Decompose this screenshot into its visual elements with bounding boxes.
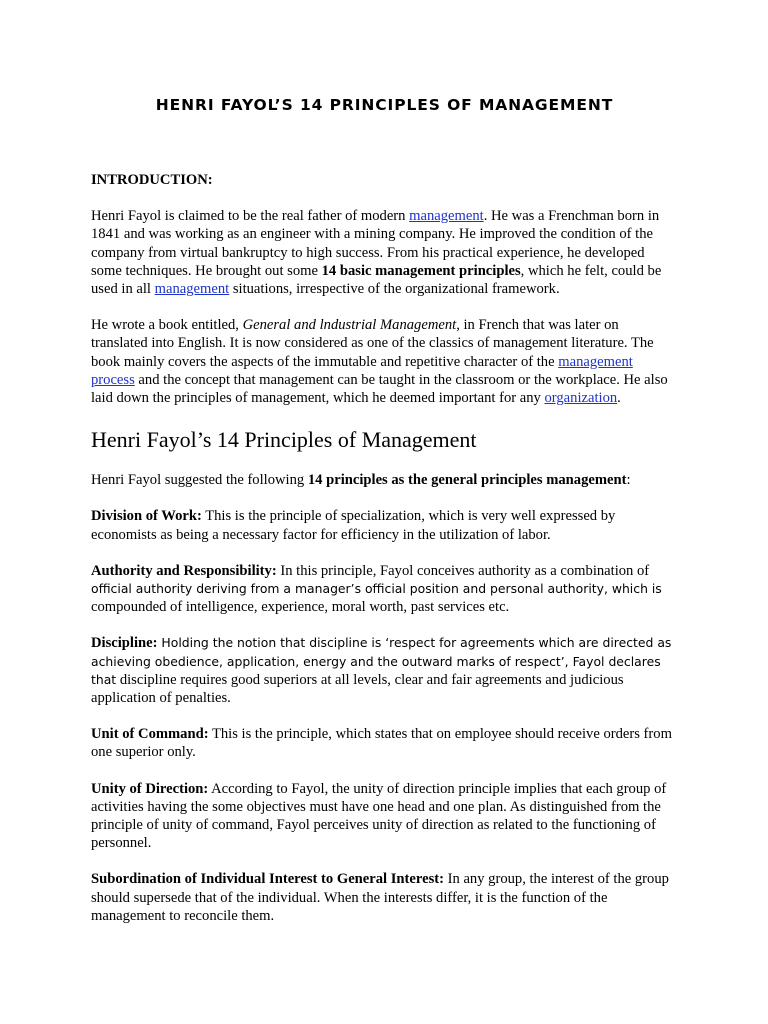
- text-span: Henri Fayol suggested the following: [91, 472, 308, 489]
- bold-phrase: 14 principles as the general principles management: [307, 472, 627, 489]
- text-span: and the concept that management can be taught in the classroom or the workplace. He also laid down the principles of management, which he deemed important for any: [91, 371, 668, 407]
- principle-text: compounded of intelligence, experience, moral worth, past services etc.: [91, 599, 510, 616]
- principle-title: Unity of Direction:: [91, 780, 209, 797]
- text-span: :: [626, 472, 631, 489]
- text-span: . He was a Frenchman born in 1841 and was working as an engineer with a mining company. He improved the condition of the company from virtual bankruptcy to high success. From his practical experience, he developed some techniques. He brought out some: [91, 208, 660, 279]
- principle-text: official authority deriving from a manager’s official position and personal authority, which is: [91, 581, 662, 597]
- principle-title: Division of Work:: [91, 508, 202, 525]
- principle-text: Holding the notion that discipline is ‘respect for agreements which are directed as achieving obedience, application, energy and the outward marks of respect’, Fayol declares that: [91, 635, 672, 687]
- document-title: HENRI FAYOL’S 14 PRINCIPLES OF MANAGEMENT: [155, 96, 614, 114]
- text-span: , in French that was later on translated into English. It is now considered as one of the classics of management literature. The book mainly covers the aspects of the immutable and repetitive character of the: [91, 317, 654, 370]
- principle-discipline: [91, 634, 678, 707]
- text-span: , which he felt, could be used in all: [91, 262, 662, 298]
- intro-paragraph-1: [91, 207, 678, 298]
- principle-text: discipline requires good superiors at all levels, clear and fair agreements and judicious application of penalties.: [91, 671, 624, 707]
- principle-title: Discipline:: [91, 635, 158, 652]
- principle-title: Authority and Responsibility:: [91, 562, 277, 579]
- intro-paragraph-2: [91, 316, 678, 407]
- principle-unit-of-command: [91, 725, 678, 761]
- text-span: situations, irrespective of the organizational framework.: [229, 281, 560, 298]
- organization-link[interactable]: organization: [544, 390, 618, 407]
- principle-subordination: [91, 870, 678, 925]
- principle-unity-of-direction: [91, 780, 678, 853]
- management-link[interactable]: management: [154, 281, 230, 298]
- management-process-link[interactable]: management process: [91, 353, 633, 388]
- book-title: General and lndustrial Management: [242, 317, 457, 334]
- text-span: .: [617, 390, 621, 407]
- principle-authority-responsibility: [91, 562, 678, 617]
- intro-heading: INTRODUCTION:: [91, 172, 213, 188]
- principle-division-of-work: [91, 507, 678, 543]
- principle-title: Subordination of Individual Interest to General Interest:: [91, 871, 444, 888]
- principle-title: Unit of Command:: [91, 726, 209, 743]
- principle-text: In any group, the interest of the group should supersede that of the individual. When the interests differ, it is the function of the management to reconcile them.: [91, 871, 669, 924]
- lead-paragraph: [91, 471, 678, 489]
- bold-phrase: 14 basic management principles: [321, 262, 521, 279]
- management-link[interactable]: management: [409, 208, 484, 225]
- principle-text: According to Fayol, the unity of direction principle implies that each group of activities having the some objectives must have one head and one plan. As distinguished from the principle of unity of command, Fayol perceives unity of direction as related to the functioning of personnel.: [91, 780, 667, 852]
- principle-text: In this principle, Fayol conceives authority as a combination of: [276, 562, 650, 579]
- section-heading: Henri Fayol’s 14 Principles of Management: [91, 427, 477, 453]
- text-span: He wrote a book entitled,: [91, 317, 243, 334]
- text-span: Henri Fayol is claimed to be the real father of modern: [91, 208, 410, 225]
- principle-text: This is the principle, which states that on employee should receive orders from one superior only.: [91, 726, 672, 761]
- principle-text: This is the principle of specialization, which is very well expressed by economists as being a necessary factor for efficiency in the utilization of labor.: [91, 508, 616, 543]
